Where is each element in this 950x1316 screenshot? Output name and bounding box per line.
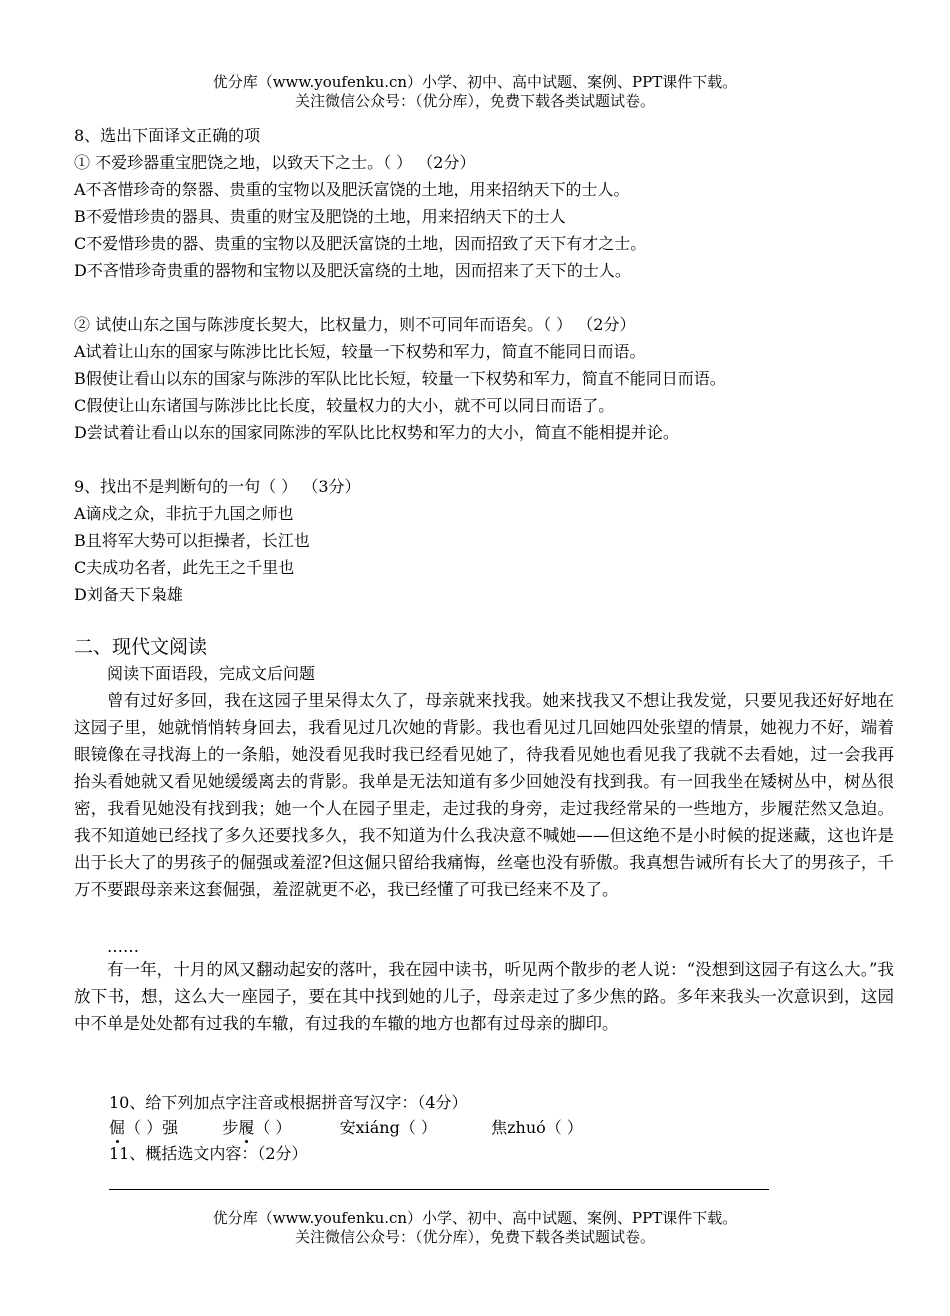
q10-item1-rest: （ ）强 (125, 1118, 179, 1137)
q11-stem: 11、概括选文内容：（2分） (109, 1144, 308, 1163)
page-footer (0, 1209, 950, 1247)
q8-sub1-option-a: A不吝惜珍奇的祭器、贵重的宝物以及肥沃富饶的土地，用来招纳天下的士人。 (74, 180, 630, 199)
q8-sub2-option-d: D尝试着让看山以东的国家同陈涉的军队比比权势和军力的大小，简直不能相提并论。 (74, 423, 679, 442)
section2-title: 二、现代文阅读 (74, 636, 208, 658)
q8-sub1-stem: ① 不爱珍器重宝肥饶之地，以致天下之士。（ ） （2分） (74, 153, 476, 172)
q8-sub2-option-b: B假使让看山以东的国家与陈涉的军队比比长短，较量一下权势和军力，简直不能同日而语。 (74, 369, 726, 388)
header-line-1: 优分库（www.youfenku.cn）小学、初中、高中试题、案例、PPT课件下载。 (212, 73, 738, 91)
q8-sub1-option-b: B不爱惜珍贵的器具、贵重的财宝及肥饶的土地，用来招纳天下的士人 (74, 207, 566, 226)
section2-instruction: 阅读下面语段，完成文后问题 (107, 664, 316, 683)
q10-item2-rest: （ ） (254, 1118, 292, 1137)
q10-item4: 焦zhuó（ ） (491, 1118, 583, 1137)
q9-option-d: D刘备天下枭雄 (74, 585, 183, 604)
q9-option-a: A谪戍之众，非抗于九国之师也 (74, 504, 294, 523)
q8-title: 8、选出下面译文正确的项 (74, 126, 261, 145)
q9-option-b: B且将军大势可以拒操者，长江也 (74, 531, 310, 550)
para2-part-b: 的落叶，我在园中读书，听见两个散步的老人说：“没想到这园子有这么大。”我放下书，想，这么大一座园子，要在其中找到她的儿子，母亲走过了多少焦 (74, 960, 894, 1006)
reading-paragraph-2 (74, 956, 894, 1037)
reading-paragraph-1: 曾有过好多回，我在这园子里呆得太久了，母亲就来找我。她来找我又不想让我发觉，只要见我还好好地在这园子里，她就悄悄转身回去，我看见过几次她的背影。我也看见过几回她四处张望的情景，她视力不好，端着眼镜像在寻找海上的一条船，她没看见我时我已经看见她了，待我看见她也看见我了我就不去看她，过一会我再抬头看她就又看见她缓缓离去的背影。我单是无法知道有多少回她没有找到我。有一回我坐在矮树丛中，树丛很密，我看见她没有找到我；她一个人在园子里走，走过我的身旁，走过我经常呆的一些地方，步履茫然又急迫。我不知道她已经找了多久还要找多久，我不知道为什么我决意不喊她——但这绝不是小时候的捉迷藏，这也许是出于长大了的男孩子的倔强或羞涩?但这倔只留给我痛悔，丝毫也没有骄傲。我真想告诫所有长大了的男孩子，千万不要跟母亲来这套倔强，羞涩就更不必，我已经懂了可我已经来不及了。 (74, 691, 894, 899)
q10-items (109, 1117, 583, 1139)
para2-part-c: 的路。多年来我头一次意识到，这园中不单是处处都有过我的车辙，有过我的车辙的地方也都有过母亲的脚印。 (74, 987, 895, 1033)
footer-line-2: 关注微信公众号：（优分库），免费下载各类试题试卷。 (294, 1228, 655, 1246)
q10-item1-char: 倔 (109, 1118, 126, 1137)
q8-sub2-option-a: A试着让山东的国家与陈涉比比长短，较量一下权势和军力，简直不能同日而语。 (74, 342, 646, 361)
q8-sub1-option-c: C不爱惜珍贵的器、贵重的宝物以及肥沃富饶的土地，因而招致了天下有才之士。 (74, 234, 647, 253)
q8-sub1-option-d: D不吝惜珍奇贵重的器物和宝物以及肥沃富绕的土地，因而招来了天下的士人。 (74, 261, 631, 280)
q10-item2-pre: 步 (222, 1118, 239, 1137)
header-line-2: 关注微信公众号：（优分库），免费下载各类试题试卷。 (294, 92, 655, 110)
footer-divider (109, 1189, 769, 1190)
q8-sub2-stem: ② 试使山东之国与陈涉度长契大，比权量力，则不可同年而语矣。（ ） （2分） (74, 315, 636, 334)
q9-stem: 9、找出不是判断句的一句（ ） （3分） (74, 477, 361, 496)
q8-sub2-option-c: C假使让山东诸国与陈涉比比长度，较量权力的大小，就不可以同日而语了。 (74, 396, 615, 415)
q9-option-c: C夫成功名者，此先王之千里也 (74, 558, 295, 577)
para2-part-a: 有一年，十月的风又翻动起安 (107, 960, 323, 979)
q10-item2-char: 履 (238, 1118, 255, 1137)
reading-ellipsis: …… (107, 937, 139, 956)
q10-item3: 安xiáng（ ） (339, 1118, 437, 1137)
footer-line-1: 优分库（www.youfenku.cn）小学、初中、高中试题、案例、PPT课件下载。 (212, 1209, 738, 1227)
q10-stem: 10、给下列加点字注音或根据拼音写汉字：（4分） (109, 1093, 468, 1112)
page-header (0, 73, 950, 111)
